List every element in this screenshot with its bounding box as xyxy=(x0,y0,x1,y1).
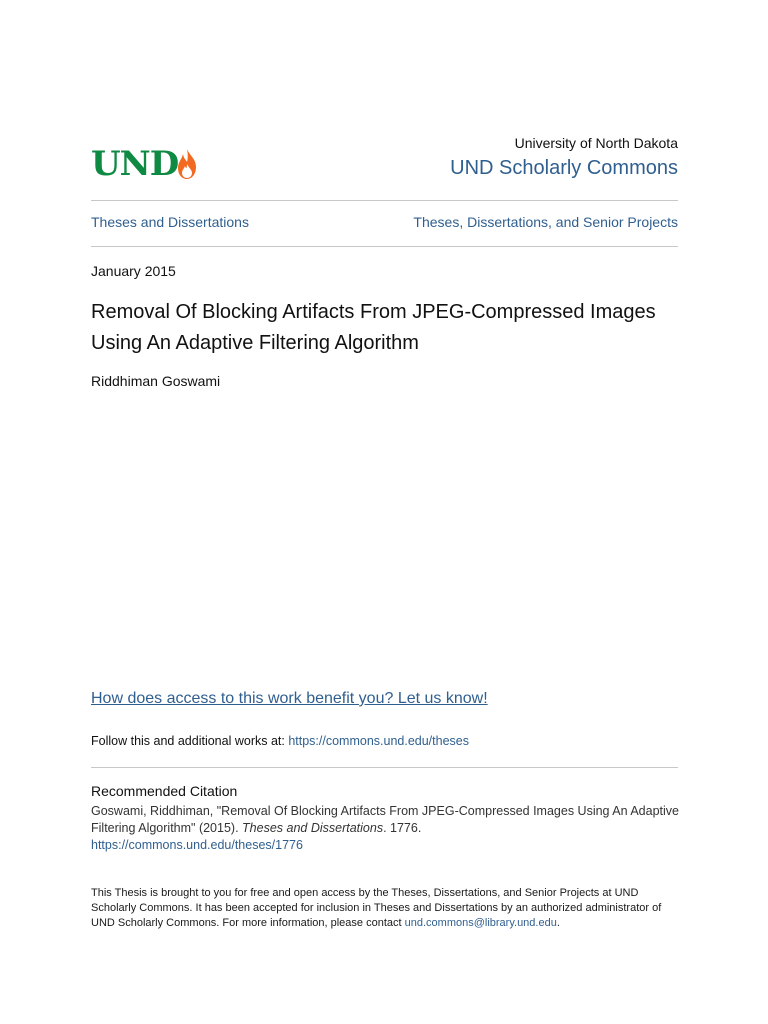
flame-icon xyxy=(176,148,198,180)
citation-body: Goswami, Riddhiman, "Removal Of Blocking Artifacts From JPEG-Compressed Images Using An Adaptive Filtering Algorithm" (2015). xyxy=(91,804,679,835)
divider xyxy=(91,767,678,768)
institution-name: University of North Dakota xyxy=(514,135,678,151)
repository-link[interactable]: UND Scholarly Commons xyxy=(450,157,678,179)
publication-date: January 2015 xyxy=(91,263,176,279)
cover-page xyxy=(91,0,678,1024)
author-name: Riddhiman Goswami xyxy=(91,373,221,389)
und-logo xyxy=(91,146,198,182)
citation-number: . 1776. xyxy=(383,821,422,835)
access-statement-end: . xyxy=(556,917,560,929)
document-title: Removal Of Blocking Artifacts From JPEG-Compressed Images Using An Adaptive Filtering Algorithm xyxy=(91,301,656,354)
divider xyxy=(91,200,678,201)
divider xyxy=(91,246,678,247)
collection-link-theses[interactable]: Theses and Dissertations xyxy=(91,214,249,230)
citation-series: Theses and Dissertations xyxy=(242,821,384,835)
citation-heading: Recommended Citation xyxy=(91,783,238,799)
contact-email-link[interactable]: und.commons@library.und.edu xyxy=(404,917,557,929)
access-statement xyxy=(91,886,681,931)
collection-link-senior-projects[interactable]: Theses, Dissertations, and Senior Projects xyxy=(413,214,678,230)
logo-text: UND xyxy=(91,144,179,184)
feedback-link[interactable]: How does access to this work benefit you? Let us know! xyxy=(91,690,488,707)
citation-text xyxy=(91,803,681,854)
follow-prefix: Follow this and additional works at: xyxy=(91,734,289,748)
citation-link[interactable]: https://commons.und.edu/theses/1776 xyxy=(91,838,303,852)
follow-line xyxy=(91,734,469,748)
access-statement-text: This Thesis is brought to you for free and open access by the Theses, Dissertations, and Senior Projects at UND Scholarly Commons. It has been accepted for inclusion in Theses and Dissertations by an authorized administrator of UND Scholarly Commons. For more information, please contact xyxy=(91,887,662,929)
follow-link[interactable]: https://commons.und.edu/theses xyxy=(288,734,469,748)
